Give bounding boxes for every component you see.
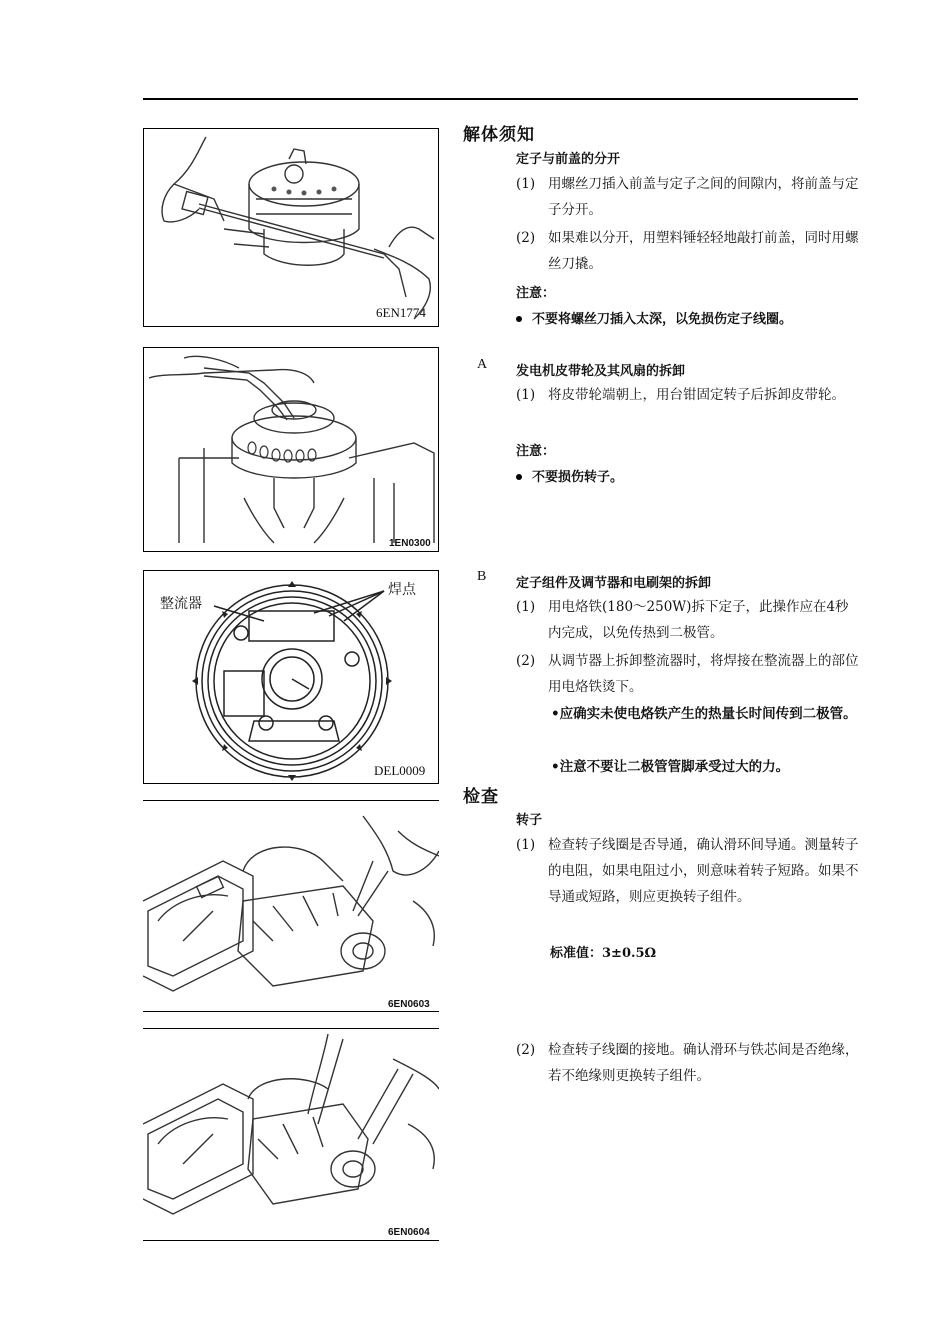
subbullet-text: •注意不要让二极管管脚承受过大的力。 xyxy=(551,759,790,775)
rectifier-label: 整流器 xyxy=(160,596,202,612)
figure-code: 1EN0300 xyxy=(389,538,431,549)
block3-step-2 xyxy=(516,648,861,700)
step-text: 用电烙铁(180～250W)拆下定子，此操作应在4秒内完成，以免传热到二极管。 xyxy=(548,599,849,641)
step-number: (1) xyxy=(516,599,536,615)
step-text: 将皮带轮端朝上，用台钳固定转子后拆卸皮带轮。 xyxy=(548,387,845,403)
standard-value: 标准值：3±0.5Ω xyxy=(550,946,657,961)
disassembly-heading: 解体须知 xyxy=(463,125,535,145)
step-number: (1) xyxy=(516,837,536,853)
alternator-screwdriver-illustration xyxy=(144,129,440,328)
multimeter-rotor-ground-illustration xyxy=(143,1029,439,1242)
step-text: 检查转子线圈是否导通，确认滑环间导通。测量转子的电阻，如果电阻过小，则意味着转子短路。如果不导通或短路，则应更换转子组件。 xyxy=(548,837,859,905)
block2-marker: A xyxy=(477,357,488,372)
block1-step-1 xyxy=(516,171,861,223)
figure-rotor-continuity xyxy=(143,800,439,1012)
figure-pulley-removal xyxy=(143,347,439,552)
block3-step-1 xyxy=(516,594,861,646)
block1-step-2 xyxy=(516,225,861,277)
block3-subtitle: 定子组件及调节器和电刷架的拆卸 xyxy=(516,576,712,591)
figure-code: 6EN0604 xyxy=(388,1227,430,1238)
block3-subbullet-2 xyxy=(551,754,863,780)
step-text: 检查转子线圈的接地。确认滑环与铁芯间是否绝缘，若不绝缘则更换转子组件。 xyxy=(548,1042,859,1084)
block2-subtitle: 发电机皮带轮及其风扇的拆卸 xyxy=(516,364,686,379)
block4-subtitle: 转子 xyxy=(516,813,543,828)
block4-step-1 xyxy=(516,832,861,910)
figure-rotor-ground xyxy=(143,1028,439,1241)
step-number: (2) xyxy=(516,653,536,669)
block2-bullet xyxy=(516,466,623,485)
step-number: (2) xyxy=(516,230,536,246)
block2-note-label: 注意： xyxy=(516,444,556,459)
step-text: 从调节器上拆卸整流器时，将焊接在整流器上的部位用电烙铁烫下。 xyxy=(548,653,859,695)
figure-code: 6EN0603 xyxy=(388,999,430,1010)
figure-code: DEL0009 xyxy=(374,763,426,778)
block1-note-label: 注意： xyxy=(516,286,556,301)
step-number: (1) xyxy=(516,176,536,192)
step-number: (2) xyxy=(516,1042,536,1058)
step-text: 用螺丝刀插入前盖与定子之间的间隙内，将前盖与定子分开。 xyxy=(548,176,859,218)
block3-subbullet-1 xyxy=(551,701,863,727)
block3-marker: B xyxy=(477,569,487,584)
bullet-text: 不要将螺丝刀插入太深，以免损伤定子线圈。 xyxy=(532,312,793,327)
block1-bullet xyxy=(516,308,792,327)
vise-wrench-illustration xyxy=(144,348,440,553)
subbullet-text: •应确实未使电烙铁产生的热量长时间传到二极管。 xyxy=(551,706,857,722)
step-text: 如果难以分开，用塑料锤轻轻地敲打前盖，同时用螺丝刀撬。 xyxy=(548,230,859,272)
bullet-text: 不要损伤转子。 xyxy=(532,470,624,485)
inspection-heading: 检查 xyxy=(463,787,499,807)
solder-point-label: 焊点 xyxy=(388,582,416,598)
figure-code: 6EN1774 xyxy=(376,305,426,320)
top-rule xyxy=(143,98,858,100)
figure-stator-regulator-removal xyxy=(143,570,439,784)
block2-step-1 xyxy=(516,382,861,408)
bullet-dot-icon xyxy=(516,316,522,322)
bullet-dot-icon xyxy=(516,474,522,480)
multimeter-rotor-continuity-illustration xyxy=(143,801,439,1013)
block1-subtitle: 定子与前盖的分开 xyxy=(516,152,621,167)
step-number: (1) xyxy=(516,387,536,403)
figure-stator-separation xyxy=(143,128,439,327)
block5-step-2 xyxy=(516,1037,861,1089)
